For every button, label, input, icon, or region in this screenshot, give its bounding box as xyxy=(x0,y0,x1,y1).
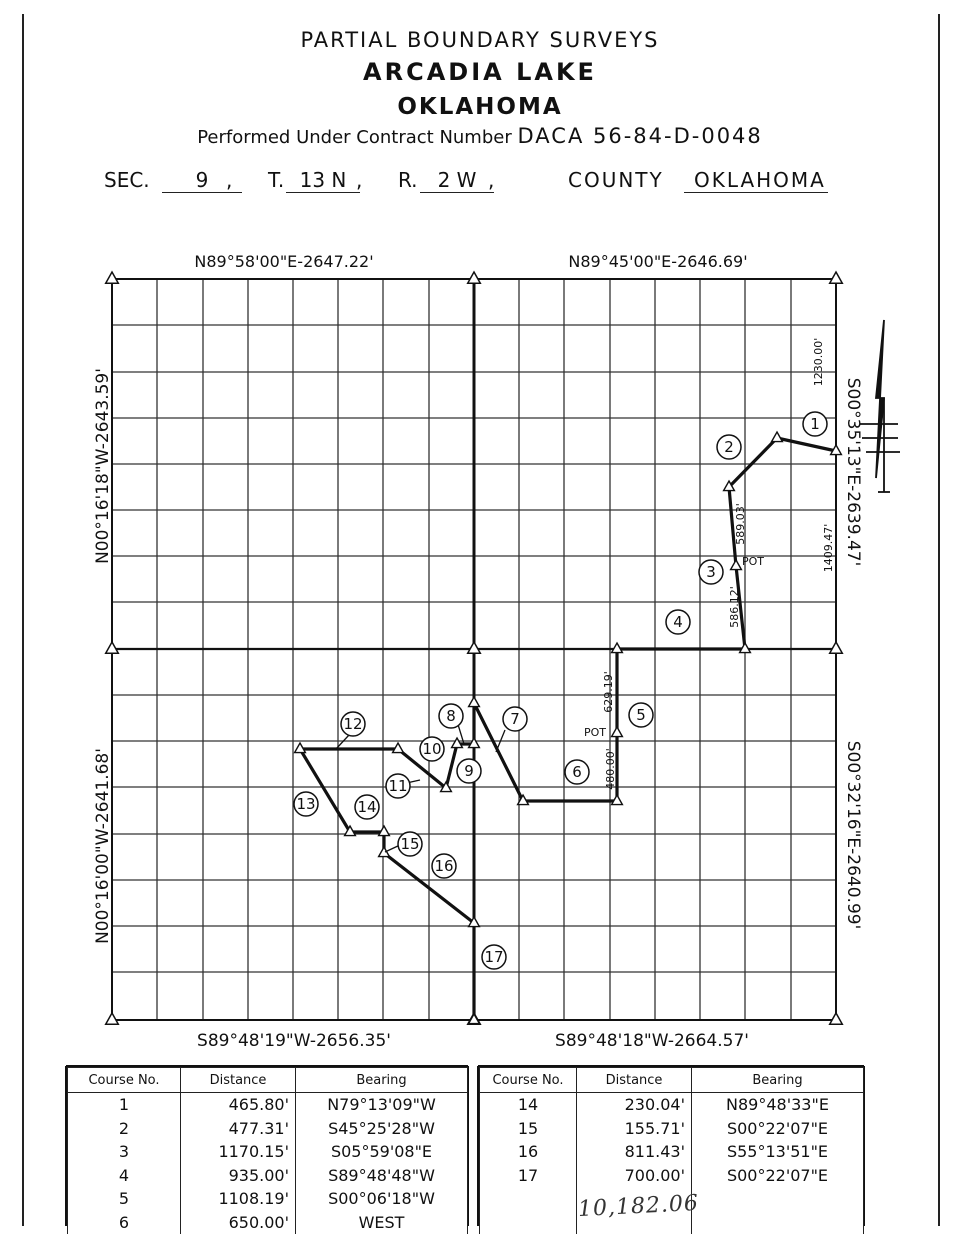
corner-marker xyxy=(830,1013,843,1024)
course-label-5 xyxy=(629,703,653,727)
course-number: 14 xyxy=(357,798,377,816)
r-label: R. xyxy=(398,168,418,192)
course-label-9 xyxy=(457,759,481,783)
corner-marker xyxy=(106,272,119,283)
table-row xyxy=(480,1164,864,1188)
cell-distance: 155.71' xyxy=(577,1117,692,1141)
course-label-1 xyxy=(803,412,827,436)
cell-bearing: S55°13'51"E xyxy=(692,1140,864,1164)
table-row xyxy=(68,1211,468,1235)
dim-1409: 1409.47' xyxy=(822,523,835,573)
north-arrow-icon xyxy=(860,320,900,492)
cell-bearing: S89°48'48"W xyxy=(296,1164,468,1188)
course-label-13 xyxy=(294,792,318,816)
course-number: 16 xyxy=(434,857,454,875)
cell-course-no: 4 xyxy=(68,1164,181,1188)
corner-marker xyxy=(106,1013,119,1024)
cell-course-no: 1 xyxy=(68,1093,181,1117)
boundary-top-right: N89°45'00"E-2646.69' xyxy=(568,252,748,271)
traverse-point xyxy=(612,727,623,737)
cell-course-no: 16 xyxy=(480,1140,577,1164)
section-line: SEC. 9 , T. 13 N , R. 2 W , COUNTY OKLAHOMA xyxy=(104,168,844,198)
boundary-bottom-right: S89°48'18"W-2664.57' xyxy=(555,1031,749,1051)
traverse-lines xyxy=(300,438,836,1020)
course-number: 10 xyxy=(422,740,442,758)
dim-629: 629.19' xyxy=(602,671,615,713)
table-row xyxy=(68,1140,468,1164)
course-number: 12 xyxy=(343,715,363,733)
table-row xyxy=(68,1187,468,1211)
cell-course-no: 14 xyxy=(480,1093,577,1117)
traverse-point xyxy=(379,847,390,857)
cell-bearing: WEST xyxy=(296,1211,468,1235)
course-label-10 xyxy=(420,737,444,761)
cell-empty xyxy=(692,1211,864,1235)
traverse-path xyxy=(300,438,836,1020)
course-label-15 xyxy=(398,832,422,856)
dim-1230: 1230.00' xyxy=(812,337,825,387)
table-row xyxy=(480,1093,864,1117)
course-label-4 xyxy=(666,610,690,634)
cell-distance: 935.00' xyxy=(181,1164,296,1188)
cell-bearing: S05°59'08"E xyxy=(296,1140,468,1164)
traverse-point xyxy=(731,560,742,570)
table-row xyxy=(480,1140,864,1164)
sec-value: 9 xyxy=(162,168,242,193)
course-labels xyxy=(294,412,827,969)
project-name: ARCADIA LAKE xyxy=(363,58,597,86)
cell-distance: 650.00' xyxy=(181,1211,296,1235)
county-label: COUNTY xyxy=(568,168,664,192)
col-distance: Distance xyxy=(577,1068,692,1093)
t-label: T. xyxy=(268,168,285,192)
course-label-7 xyxy=(503,707,527,731)
course-number: 1 xyxy=(810,415,820,433)
cell-course-no: 17 xyxy=(480,1164,577,1188)
dim-480: 480.00' xyxy=(604,748,617,790)
course-table-left xyxy=(67,1067,468,1234)
col-distance: Distance xyxy=(181,1068,296,1093)
cell-distance: 811.43' xyxy=(577,1140,692,1164)
dim-586: 586.12' xyxy=(728,586,741,628)
corner-marker xyxy=(468,642,481,653)
cell-bearing: S00°22'07"E xyxy=(692,1117,864,1141)
cell-distance: 465.80' xyxy=(181,1093,296,1117)
course-number: 8 xyxy=(446,707,456,725)
course-label-6 xyxy=(565,760,589,784)
handwritten-total: 10,182.06 xyxy=(577,1190,700,1223)
course-number: 7 xyxy=(510,710,520,728)
boundary-left-bottom: N00°16'00"W-2641.68' xyxy=(93,748,113,944)
corner-marker xyxy=(830,642,843,653)
course-label-12 xyxy=(341,712,365,736)
course-number: 17 xyxy=(484,948,504,966)
cell-empty xyxy=(692,1187,864,1211)
course-number: 6 xyxy=(572,763,582,781)
cell-empty xyxy=(480,1211,577,1235)
boundary-right-top: S00°35'13"E-2639.47' xyxy=(843,377,863,567)
cell-bearing: N79°13'09"W xyxy=(296,1093,468,1117)
boundary-right-bottom: S00°32'16"E-2640.99' xyxy=(843,740,863,930)
table-row xyxy=(480,1117,864,1141)
course-label-2 xyxy=(717,435,741,459)
course-number: 11 xyxy=(388,777,408,795)
table-row xyxy=(68,1117,468,1141)
cell-bearing: S45°25'28"W xyxy=(296,1117,468,1141)
county-value: OKLAHOMA xyxy=(684,168,828,193)
contract-label: Performed Under Contract Number xyxy=(197,127,512,148)
corner-marker xyxy=(468,272,481,283)
table-row xyxy=(68,1164,468,1188)
cell-course-no: 5 xyxy=(68,1187,181,1211)
course-label-14 xyxy=(355,795,379,819)
cell-distance: 1170.15' xyxy=(181,1140,296,1164)
cell-distance: 477.31' xyxy=(181,1117,296,1141)
course-label-11 xyxy=(386,774,410,798)
course-label-8 xyxy=(439,704,463,728)
boundary-left-top: N00°16'18"W-2643.59' xyxy=(93,368,113,564)
col-bearing: Bearing xyxy=(296,1068,468,1093)
traverse-points xyxy=(295,432,842,1024)
course-label-17 xyxy=(482,945,506,969)
col-bearing: Bearing xyxy=(692,1068,864,1093)
cell-course-no: 6 xyxy=(68,1211,181,1235)
course-number: 4 xyxy=(673,613,683,631)
table-row xyxy=(68,1093,468,1117)
cell-course-no: 15 xyxy=(480,1117,577,1141)
cell-bearing: S00°22'07"E xyxy=(692,1164,864,1188)
course-label-3 xyxy=(699,560,723,584)
course-label-16 xyxy=(432,854,456,878)
course-number: 2 xyxy=(724,438,734,456)
course-number: 15 xyxy=(400,835,420,853)
course-number: 9 xyxy=(464,762,474,780)
corner-marker xyxy=(106,642,119,653)
r-value: 2 W xyxy=(420,168,494,193)
traverse-point xyxy=(772,432,783,442)
traverse-point xyxy=(469,697,480,707)
col-course-no: Course No. xyxy=(68,1068,181,1093)
contract-number: DACA 56-84-D-0048 xyxy=(517,124,763,148)
cell-distance: 700.00' xyxy=(577,1164,692,1188)
col-course-no: Course No. xyxy=(480,1068,577,1093)
sec-label: SEC. xyxy=(104,168,150,192)
state-name: OKLAHOMA xyxy=(397,94,563,120)
boundary-top-left: N89°58'00"E-2647.22' xyxy=(194,252,374,271)
pot-lower: POT xyxy=(584,726,607,739)
cell-bearing: N89°48'33"E xyxy=(692,1093,864,1117)
cell-empty xyxy=(480,1187,577,1211)
cell-course-no: 2 xyxy=(68,1117,181,1141)
corner-marker xyxy=(830,272,843,283)
boundary-bottom-left: S89°48'19"W-2656.35' xyxy=(197,1031,391,1051)
pot-upper: POT xyxy=(742,555,765,568)
cell-course-no: 3 xyxy=(68,1140,181,1164)
cell-distance: 1108.19' xyxy=(181,1187,296,1211)
course-number: 5 xyxy=(636,706,646,724)
cell-bearing: S00°06'18"W xyxy=(296,1187,468,1211)
t-value: 13 N xyxy=(286,168,360,193)
course-number: 13 xyxy=(296,795,316,813)
course-number: 3 xyxy=(706,563,716,581)
survey-title: PARTIAL BOUNDARY SURVEYS xyxy=(300,28,660,52)
dim-589: 589.03' xyxy=(734,503,747,545)
cell-distance: 230.04' xyxy=(577,1093,692,1117)
